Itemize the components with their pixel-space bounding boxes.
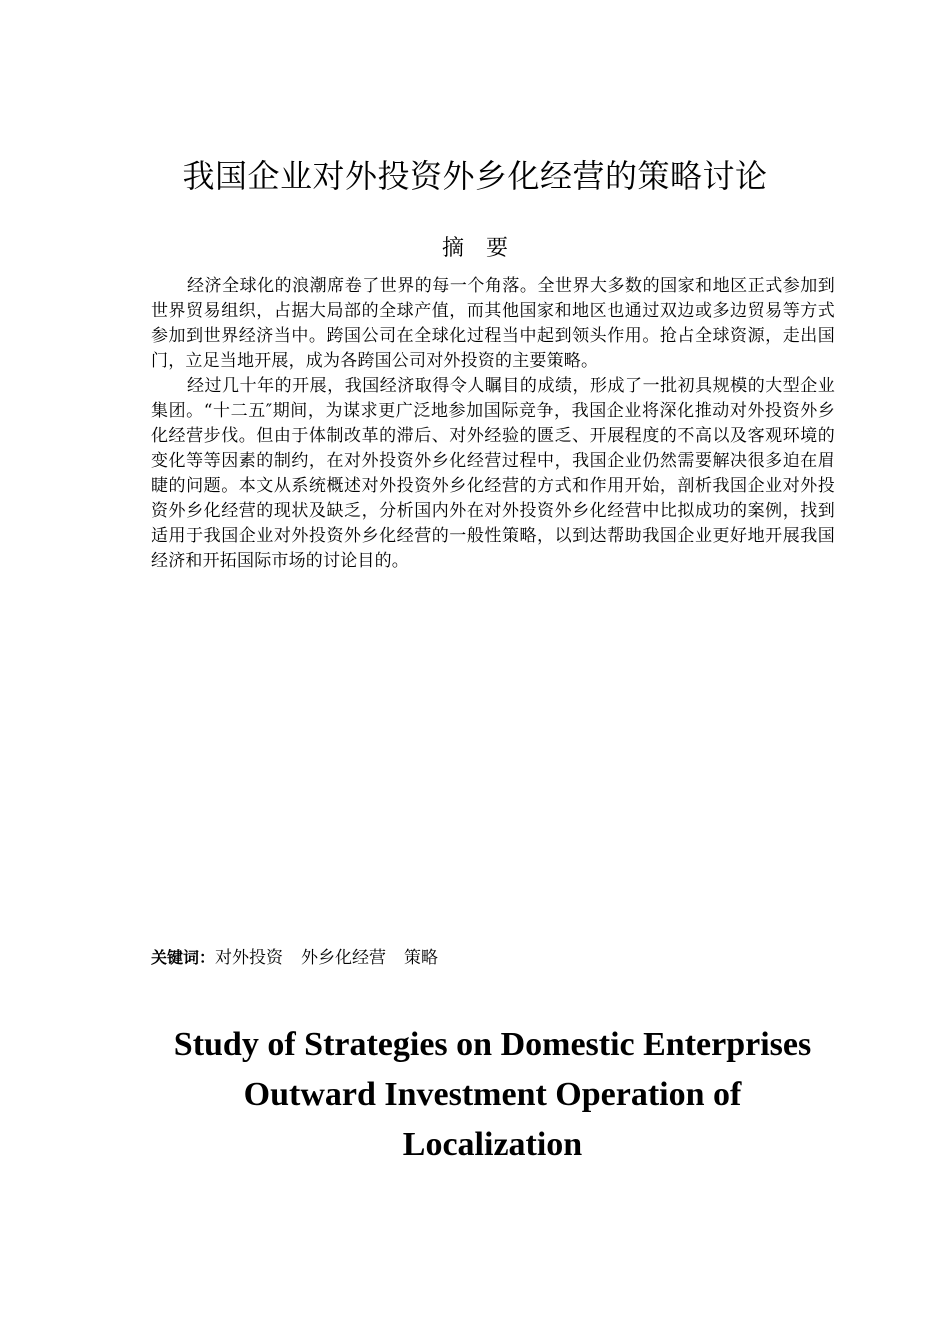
keywords-label: 关键词： <box>151 948 216 967</box>
abstract-heading: 摘要 <box>441 236 530 261</box>
english-title-line: Localization <box>402 1126 583 1163</box>
abstract-paragraph: 经济全球化的浪潮席卷了世界的每一个角落。全世界大多数的国家和地区正式参加到世界贸易组织，占据大局部的全球产值，而其他国家和地区也通过双边或多边贸易等方式参加到世界经济当中。跨国公司在全球化过程当中起到领头作用。抢占全球资源，走出国门，立足当地开展，成为各跨国公司对外投资的主要策略。 <box>151 276 835 371</box>
english-title <box>120 1020 865 1170</box>
abstract-paragraph: 经过几十年的开展，我国经济取得令人瞩目的成绩，形成了一批初具规模的大型企业集团。“十二五″期间，为谋求更广泛地参加国际竞争，我国企业将深化推动对外投资外乡化经营步伐。但由于体制改革的滞后、对外经验的匮乏、开展程度的不高以及客观环境的变化等等因素的制约，在对外投资外乡化经营过程中，我国企业仍然需要解决很多迫在眉睫的问题。本文从系统概述对外投资外乡化经营的方式和作用开始，剖析我国企业对外投资外乡化经营的现状及缺乏，分析国内外在对外投资外乡化经营中比拟成功的案例，找到适用于我国企业对外投资外乡化经营的一般性策略，以到达帮助我国企业更好地开展我国经济和开拓国际市场的讨论目的。 <box>151 376 835 571</box>
abstract-body <box>151 274 835 574</box>
chinese-title: 我国企业对外投资外乡化经营的策略讨论 <box>182 157 768 195</box>
english-title-line: Study of Strategies on Domestic Enterprises <box>173 1026 812 1063</box>
keywords-line <box>151 945 835 971</box>
keyword: 对外投资 <box>215 948 284 968</box>
english-title-line: Outward Investment Operation of <box>243 1076 742 1113</box>
keyword: 策略 <box>404 948 439 968</box>
keyword: 外乡化经营 <box>301 948 387 968</box>
